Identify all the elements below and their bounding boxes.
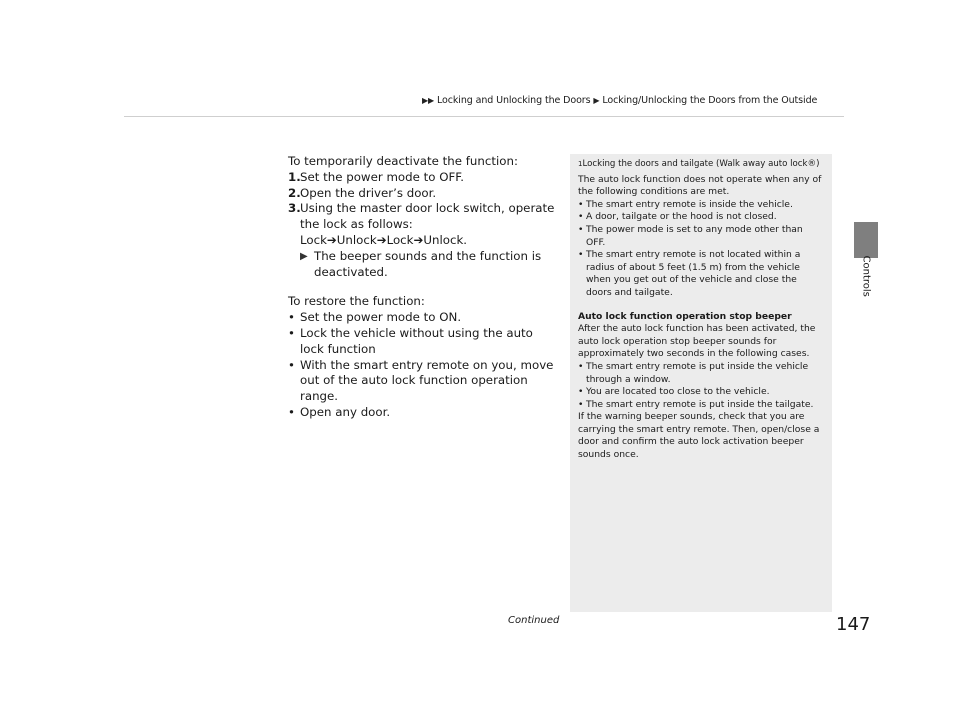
restore-intro: To restore the function: [288, 294, 425, 309]
list-item-text: The smart entry remote is put inside the tailgate. [586, 398, 814, 410]
list-item-text: The power mode is set to any mode other than OFF. [586, 223, 803, 248]
note-paragraph: If the warning beeper sounds, check that you are carrying the smart entry remote. Then, open/close a door and confirm the auto lock activation beeper sounds once. [578, 411, 820, 461]
step-item [288, 186, 560, 202]
note-title-text: Locking the doors and tailgate (Walk away auto lock®) [582, 159, 820, 169]
main-content [288, 154, 560, 421]
page-number: 147 [836, 614, 871, 635]
section-label: Controls [860, 255, 872, 297]
step-number: 2. [288, 185, 301, 200]
note-paragraph: The auto lock function does not operate when any of the following conditions are met. [578, 173, 822, 198]
step-item [288, 201, 560, 233]
list-item-text: Open any door. [300, 404, 391, 419]
list-item: • Lock the vehicle without using the auto lock function [288, 326, 560, 358]
step-number: 3. [288, 201, 301, 216]
list-item: • A door, tailgate or the hood is not closed. [578, 211, 777, 223]
list-item-text: The smart entry remote is inside the vehicle. [586, 198, 793, 210]
list-item: • The smart entry remote is not located within a radius of about 5 feet (1.5 m) from the vehicle when you get out of the vehicle and close the doors and tailgate. [578, 249, 824, 299]
list-item-text: Lock the vehicle without using the auto lock function [300, 325, 533, 356]
section-tab [854, 222, 878, 258]
list-item-text: The smart entry remote is not located within a radius of about 5 feet (1.5 m) from the vehicle when you get out of the vehicle and close the doors and tailgate. [586, 249, 801, 298]
list-item-text: The smart entry remote is put inside the vehicle through a window. [586, 360, 809, 385]
double-arrow-icon: ▶▶ [422, 96, 435, 105]
header-rule [124, 116, 844, 117]
breadcrumb-section: Locking and Unlocking the Doors [437, 95, 591, 106]
list-item: • You are located too close to the vehicle. [578, 386, 770, 398]
list-item-text: A door, tailgate or the hood is not closed. [586, 211, 777, 223]
note-title [578, 158, 824, 171]
step-text: Open the driver’s door. [300, 185, 437, 200]
list-item: • The smart entry remote is put inside the tailgate. [578, 398, 814, 410]
list-item: • With the smart entry remote on you, move out of the auto lock function operation range. [288, 358, 560, 405]
list-item-text: Set the power mode to ON. [300, 310, 462, 325]
result-line [288, 249, 560, 281]
step-text: Using the master door lock switch, operate the lock as follows: [300, 201, 555, 232]
note-number-icon: 1 [578, 160, 583, 168]
note-paragraph: After the auto lock function has been activated, the auto lock operation stop beeper sounds for approximately two seconds in the following cases. [578, 323, 816, 360]
arrow-icon: ▶ [593, 96, 600, 105]
deactivate-intro: To temporarily deactivate the function: [288, 154, 518, 168]
breadcrumb [422, 95, 817, 106]
breadcrumb-subsection: Locking/Unlocking the Doors from the Outside [602, 95, 818, 106]
list-item-text: With the smart entry remote on you, move out of the auto lock function operation range. [300, 357, 554, 404]
list-item-text: You are located too close to the vehicle. [586, 386, 770, 398]
step-item [288, 170, 560, 186]
side-note [570, 154, 832, 612]
result-text: The beeper sounds and the function is deactivated. [314, 248, 542, 279]
result-arrow-icon: ▶ [300, 250, 308, 262]
continued-label: Continued [508, 615, 560, 626]
step-number: 1. [288, 169, 301, 184]
lock-sequence: Lock➔Unlock➔Lock➔Unlock. [300, 232, 468, 247]
list-item: • Open any door. [288, 404, 391, 419]
list-item: • Set the power mode to ON. [288, 310, 462, 325]
list-item: • The smart entry remote is inside the vehicle. [578, 198, 793, 210]
note-heading: Auto lock function operation stop beeper [578, 310, 792, 322]
list-item: • The power mode is set to any mode other than OFF. [578, 224, 824, 249]
step-text: Set the power mode to OFF. [300, 169, 464, 184]
list-item: • The smart entry remote is put inside the vehicle through a window. [578, 361, 824, 386]
